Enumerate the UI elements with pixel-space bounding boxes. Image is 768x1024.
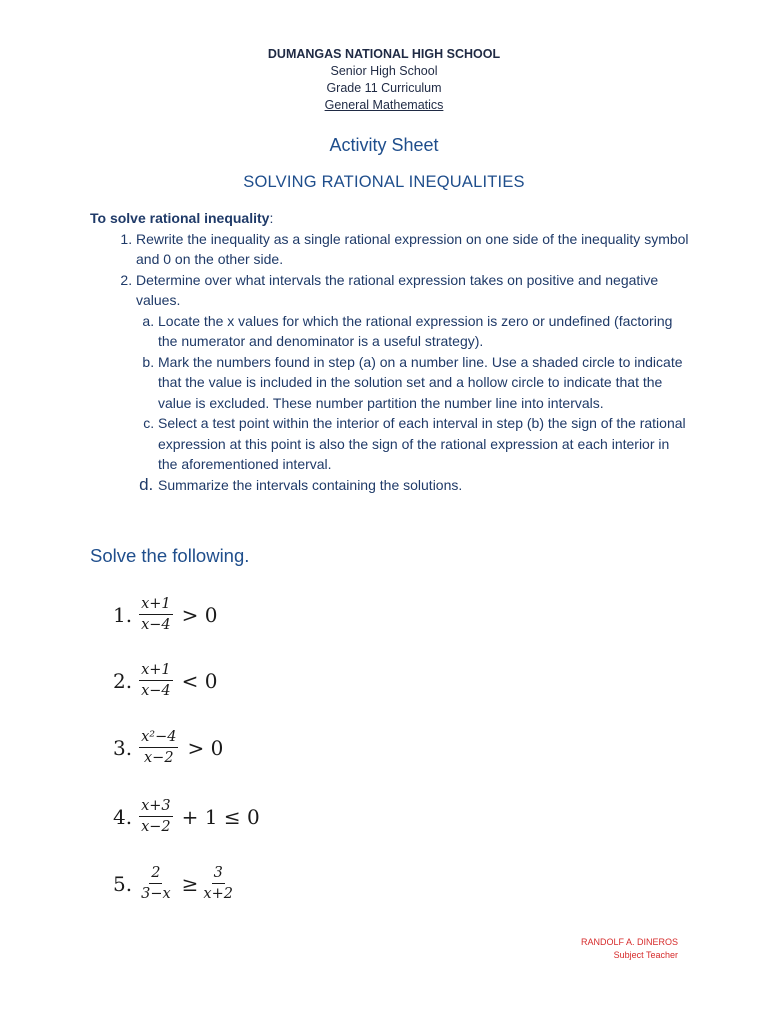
problem-4 bbox=[113, 798, 260, 835]
denominator: 3−x bbox=[141, 886, 171, 902]
instructions-lead-colon: : bbox=[269, 210, 274, 226]
substep-text: Locate the x values for which the rational expression is zero or undefined (factoring the numerator and denominator is a useful strategy). bbox=[158, 312, 673, 349]
numerator: 2 bbox=[149, 865, 162, 884]
solve-heading: Solve the following. bbox=[90, 545, 250, 566]
step-item bbox=[136, 229, 690, 270]
fraction bbox=[139, 865, 173, 902]
denominator: x+2 bbox=[203, 886, 233, 902]
problem-3 bbox=[113, 729, 223, 766]
numerator: x+3 bbox=[139, 798, 173, 817]
denominator: x−2 bbox=[144, 750, 174, 766]
fraction bbox=[139, 729, 178, 766]
numerator: x+1 bbox=[139, 662, 173, 681]
step-text: Rewrite the inequality as a single rational expression on one side of the inequality symbol and 0 on the other side. bbox=[136, 230, 689, 267]
numerator: 3 bbox=[212, 865, 225, 884]
teacher-name: RANDOLF A. DINEROS bbox=[580, 937, 678, 947]
substep-item bbox=[158, 352, 690, 414]
inequality-rest: < 0 bbox=[181, 668, 218, 693]
problem-number: 5. bbox=[113, 871, 133, 896]
substep-text: Summarize the intervals containing the solutions. bbox=[158, 476, 463, 493]
substep-text: Mark the numbers found in step (a) on a number line. Use a shaded circle to indicate that the value is included in the solution set and a hollow circle to indicate that the value is excluded. These number partition the number line into intervals. bbox=[158, 353, 683, 411]
denominator: x−2 bbox=[141, 819, 171, 835]
denominator: x−4 bbox=[141, 683, 171, 699]
fraction bbox=[139, 662, 173, 699]
inequality-rest: ≥ bbox=[181, 871, 199, 896]
fraction-right bbox=[201, 865, 235, 902]
substep-text: Select a test point within the interior of each interval in step (b) the sign of the rational expression at this point is also the sign of the rational expression at each interior in the aforementioned interval. bbox=[158, 415, 686, 472]
problem-number: 4. bbox=[113, 804, 133, 829]
document-header bbox=[0, 46, 768, 114]
step-text: Determine over what intervals the rational expression takes on positive and negative values. bbox=[136, 271, 659, 308]
signature-block bbox=[581, 936, 678, 961]
substep-item bbox=[158, 413, 690, 475]
problem-5 bbox=[113, 865, 238, 902]
problem-number: 3. bbox=[113, 735, 133, 760]
activity-title: Activity Sheet bbox=[329, 135, 439, 155]
steps-list bbox=[90, 229, 690, 496]
inequality-rest: > 0 bbox=[187, 735, 224, 760]
teacher-role: Subject Teacher bbox=[613, 949, 678, 960]
school-level: Senior High School bbox=[330, 64, 438, 78]
instructions-lead-line bbox=[90, 208, 690, 229]
problem-1 bbox=[113, 596, 218, 633]
numerator: x²−4 bbox=[139, 729, 178, 748]
problem-number: 1. bbox=[113, 602, 133, 627]
subject-name: General Mathematics bbox=[324, 98, 444, 112]
substep-item bbox=[158, 475, 690, 496]
substep-item bbox=[158, 311, 690, 352]
instructions-section bbox=[90, 208, 690, 495]
inequality-rest: + 1 ≤ 0 bbox=[181, 804, 260, 829]
denominator: x−4 bbox=[141, 617, 171, 633]
topic-title: SOLVING RATIONAL INEQUALITIES bbox=[243, 173, 525, 191]
problem-number: 2. bbox=[113, 668, 133, 693]
school-name: DUMANGAS NATIONAL HIGH SCHOOL bbox=[267, 47, 501, 61]
problem-2 bbox=[113, 662, 218, 699]
instructions-lead: To solve rational inequality bbox=[90, 210, 270, 226]
fraction bbox=[139, 596, 173, 633]
step-item bbox=[136, 270, 690, 496]
substeps-list bbox=[136, 311, 690, 496]
inequality-rest: > 0 bbox=[181, 602, 218, 627]
numerator: x+1 bbox=[139, 596, 173, 615]
curriculum: Grade 11 Curriculum bbox=[326, 81, 442, 95]
fraction bbox=[139, 798, 173, 835]
